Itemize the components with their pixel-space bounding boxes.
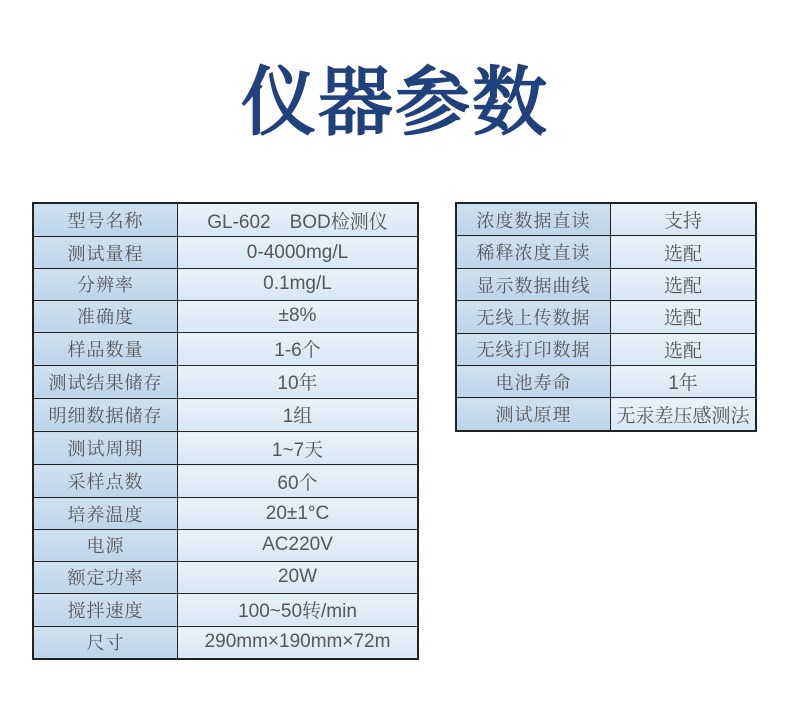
spec-value: 20±1°C [178, 498, 419, 530]
table-row [33, 237, 418, 269]
table-row [33, 269, 418, 301]
spec-value: 100~50转/min [178, 593, 419, 626]
table-row [33, 332, 418, 365]
table-row [33, 498, 418, 530]
table-row [456, 301, 756, 333]
spec-label: 尺寸 [33, 626, 178, 659]
spec-value: 20W [178, 561, 419, 593]
spec-label: 采样点数 [33, 465, 178, 498]
spec-value: 选配 [611, 236, 757, 268]
spec-label: 搅拌速度 [33, 593, 178, 626]
spec-value: ±8% [178, 300, 419, 332]
spec-label: 浓度数据直读 [456, 203, 611, 236]
spec-label: 稀释浓度直读 [456, 236, 611, 268]
spec-label: 培养温度 [33, 498, 178, 530]
spec-value: 0-4000mg/L [178, 237, 419, 269]
spec-value: 1-6个 [178, 332, 419, 365]
spec-value: 1组 [178, 398, 419, 431]
spec-label: 测试量程 [33, 237, 178, 269]
table-row [33, 300, 418, 332]
table-row [33, 561, 418, 593]
table-row [456, 398, 756, 431]
table-row [456, 333, 756, 365]
spec-label: 无线打印数据 [456, 333, 611, 365]
spec-value: 1年 [611, 366, 757, 398]
spec-value: 60个 [178, 465, 419, 498]
page-title: 仪器参数 [240, 60, 549, 144]
spec-label: 明细数据储存 [33, 398, 178, 431]
table-row [33, 626, 418, 659]
table-row [33, 203, 418, 237]
spec-label: 分辨率 [33, 269, 178, 301]
table-row [33, 432, 418, 465]
spec-table-options [455, 202, 757, 432]
spec-value: 10年 [178, 365, 419, 398]
spec-label: 电池寿命 [456, 366, 611, 398]
spec-label: 无线上传数据 [456, 301, 611, 333]
spec-label: 测试结果储存 [33, 365, 178, 398]
table-row [456, 366, 756, 398]
spec-value: 支持 [611, 203, 757, 236]
spec-label: 型号名称 [33, 203, 178, 237]
spec-table-main [32, 202, 419, 660]
table-row [456, 236, 756, 268]
spec-value: 290mm×190mm×72m [178, 626, 419, 659]
spec-value: 选配 [611, 301, 757, 333]
spec-value: GL-602 BOD检测仪 [178, 203, 419, 237]
spec-value: 选配 [611, 268, 757, 300]
spec-value: AC220V [178, 530, 419, 562]
table-row [456, 268, 756, 300]
spec-value: 无汞差压感测法 [611, 398, 757, 431]
table-row [33, 465, 418, 498]
table-row [33, 593, 418, 626]
table-row [33, 365, 418, 398]
spec-label: 额定功率 [33, 561, 178, 593]
spec-value: 1~7天 [178, 432, 419, 465]
spec-label: 测试周期 [33, 432, 178, 465]
spec-label: 准确度 [33, 300, 178, 332]
table-row [456, 203, 756, 236]
spec-label: 电源 [33, 530, 178, 562]
spec-value: 0.1mg/L [178, 269, 419, 301]
spec-label: 样品数量 [33, 332, 178, 365]
table-row [33, 398, 418, 431]
spec-label: 显示数据曲线 [456, 268, 611, 300]
spec-value: 选配 [611, 333, 757, 365]
table-row [33, 530, 418, 562]
spec-label: 测试原理 [456, 398, 611, 431]
